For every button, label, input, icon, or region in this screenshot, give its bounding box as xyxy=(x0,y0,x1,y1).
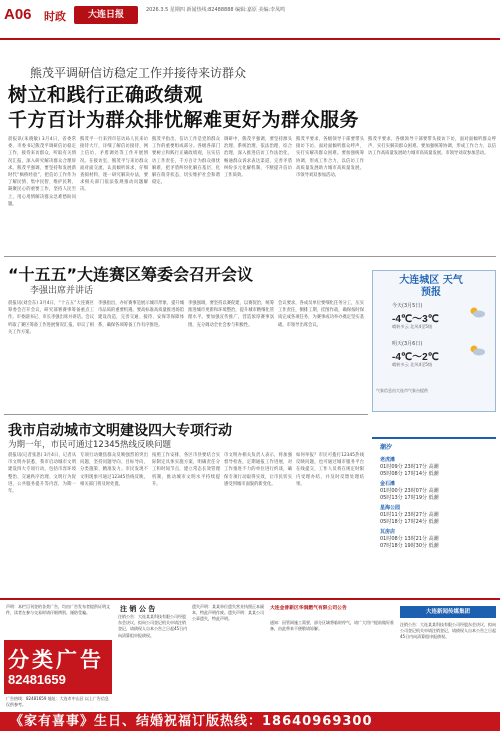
lead-title-line2: 千方百计为群众排忧解难更好为群众服务 xyxy=(8,109,360,131)
tide-row: 01时11分 23时27分 高潮 xyxy=(380,512,439,518)
media-group-ads: 注销公告：大连某某科技有限公司经股东会决议，拟向公司登记机关申请注销登记，请债权人自本公告之日起45日内向清算组申报债权。 xyxy=(400,622,496,640)
weather-footer: 气象信息由大连市气象台提供 xyxy=(376,388,428,393)
bottom-banner: 《家有喜事》生日、结婚祝福订版热线：18640969300 xyxy=(0,712,500,731)
lead-column-6: 熊茂平要求，各级领导干部要带头接访下访，面对面倾听群众呼声，实打实解决群众困难。要加强统筹协调，形成工作合力，以信访工作高质量发展助力城市高质量发展。市领导刘双参加活动。 xyxy=(368,137,496,157)
section-divider xyxy=(4,414,368,415)
classified-ads-title: 分类广告 xyxy=(8,648,104,672)
second-title: “十五五”大连赛区筹委会召开会议 xyxy=(8,265,254,284)
second-column-3: 李强强调，要坚持以赛促建、以赛促治，统筹推进城市更新和环境整治，提升城市精细化管理水平。要加强宣传推广，营造浓厚赛事氛围，充分调动全社会参与积极性。 xyxy=(188,301,274,328)
gas-company-notice-heading: 大连金普新区华润燃气有限公司公告 xyxy=(270,606,347,611)
third-column-5: 如何举报？市民可拨打12345热线反映问题，也可通过城市服务平台在线提交，工作人员将在规定时限内受理办结，并及时反馈处理结果。 xyxy=(296,453,364,487)
tide-row: 05时18分 17时24分 低潮 xyxy=(380,519,439,525)
tide-place: 老虎滩 xyxy=(380,457,396,463)
second-deck: 李强出席并讲话 xyxy=(30,286,94,296)
lead-column-1: 晨报讯(朱晓敏) 3月4日，省委常委、市委书记熊茂平调研信访稳定工作，接待来访群众，听取有关情况汇报，深入研究解决群众合理诉求。熊茂平强调，要坚持和发展新时代“枫桥经验”，把信访工作作为了解民情、集中民智、维护民利、凝聚民心的重要工作，坚持人民至上，用心用情解决群众急难愁盼问题。 xyxy=(8,137,76,207)
ads-disclaimer: 声明：本栏目刊登的各类广告，均由广告发布者提供证明文件，读者在参与交易时请仔细辨别，谨防受骗。 xyxy=(6,604,110,616)
weather-tomorrow-label: 明天(3月6日) xyxy=(392,341,423,347)
section-divider xyxy=(4,256,496,257)
third-column-4: 市文明办相关负责人表示，将加强督导检查，定期通报工作进展，对工作推进不力的单位进行约谈，确保专项行动取得实效，让市民切实感受到城市面貌的新变化。 xyxy=(224,453,292,487)
gas-company-notice-body: 通知：因管网施工需要，部分区域将临时停气，请广大用户提前做好准备，由此带来不便敬请谅解。 xyxy=(270,620,394,632)
tide-row: 01时08分 13时21分 高潮 xyxy=(380,536,439,542)
tide-label: 潮汐 xyxy=(380,444,393,451)
second-column-4: 会议要求，各成员单位要细化任务分工，压实工作责任，倒排工期、挂图作战，确保按时保质完成各项任务，为赛事成功举办奠定坚实基础。市领导出席会议。 xyxy=(278,301,364,328)
second-column-2: 李强指出，办好赛事是展示城市形象、提升城市品质的重要机遇。要高标准高质量推进场馆建设改造，完善交通、接待、安保等保障体系，确保各项筹备工作有序推进。 xyxy=(98,301,184,328)
tide-row: 05时13分 17时19分 低潮 xyxy=(380,495,439,501)
sun-cloud-icon xyxy=(468,344,486,356)
tide-place: 瓦房店 xyxy=(380,529,396,535)
weather-title: 大连城区 天气预报 xyxy=(399,275,463,298)
third-column-2: 专项行动聚焦群众反映强烈的突出问题，坚持问题导向、目标导向，分类施策、精准发力。市民发现不文明现象可通过12345热线反映，相关部门将及时处置。 xyxy=(80,453,148,487)
weather-tomorrow-temp: -4℃～2℃ xyxy=(392,352,439,363)
second-column-1: 晨报讯(刘会东) 3月4日，“十五五”大连赛区筹委会召开会议，研究部署赛事筹备重点工作。市委副书记、市长李强出席并讲话。会议听取了赛区筹备工作进展情况汇报，审议了相关工作方案。 xyxy=(8,301,94,335)
weather-today-label: 今天(3月5日) xyxy=(392,303,423,309)
ads-contact: 广告热线：82481659 地址：大连市中山区 以上广告信息仅供参考。 xyxy=(6,696,109,708)
newspaper-logo: 大连日报 xyxy=(74,6,138,24)
lead-column-5: 熊茂平要求，各级领导干部要带头接访下访，面对面倾听群众呼声，实打实解决群众困难。要加强统筹协调，形成工作合力，以信访工作高质量发展助力城市高质量发展。市领导刘双参加活动。 xyxy=(296,137,364,179)
third-column-3: 按照工作安排，各区市县要结合实际制定具体实施方案，明确责任分工和时间节点，建立常态长效管理机制，推动城市文明水平持续提升。 xyxy=(152,453,220,487)
media-group-band: 大连新闻传媒集团 xyxy=(400,606,496,618)
page-number: A06 xyxy=(4,6,32,23)
lead-column-4: 调研中，熊茂平强调，要坚持源头治理、系统治理、依法治理、综合治理，深入推进信访工作法治化，畅通群众诉求表达渠道，完善矛盾纠纷多元化解机制，不断提升信访工作质效。 xyxy=(224,137,292,179)
masthead xyxy=(0,0,500,40)
tide-place: 金石滩 xyxy=(380,481,396,487)
tide-place: 星海公园 xyxy=(380,505,401,511)
lead-title-line1: 树立和践行正确政绩观 xyxy=(8,84,204,106)
sun-cloud-icon xyxy=(468,306,486,318)
third-column-1: 晨报讯(记者张思) 3月4日，记者从市文明办获悉，我市启动城市文明建设四大专项行动，包括市容环境整治、交通秩序治理、文明行为促进、公共服务提升等内容，为期一年。 xyxy=(8,453,76,495)
notice-column-1: 注销公告：大连某某科技有限公司经股东会决议，拟向公司登记机关申请注销登记，请债权人自本公告之日起45日内向清算组申报债权。 xyxy=(118,614,188,638)
notice-column-2: 遗失声明：某某单位遗失营业执照正本副本，特此声明作废。遗失声明：某某公司公章遗失，特此声明。 xyxy=(192,604,264,622)
weather-today-temp: -4℃～3℃ xyxy=(392,314,439,325)
lead-column-2: 熊茂平一行来到市信访局人民来访接待大厅，详细了解信访接待、网上信访、矛盾调处等工作开展情况。在接访室，熊茂平与来访群众面对面交流，认真倾听诉求，仔细查阅材料，逐一研究解决办法，要求相关部门依法依规推动问题解决。 xyxy=(80,137,148,193)
notice-heading: 注 销 公 告 xyxy=(120,605,156,613)
weather-tomorrow-desc: 晴转多云 北风4至5级 xyxy=(392,362,433,367)
tide-row: 07时18分 19时30分 低潮 xyxy=(380,543,439,549)
classified-ads-phone: 82481659 xyxy=(8,672,66,687)
weather-today-desc: 晴转多云 北风4至5级 xyxy=(392,324,433,329)
third-deck: 为期一年，市民可通过12345热线反映问题 xyxy=(8,440,172,450)
lead-column-3: 熊茂平指出，信访工作是党的群众工作的重要组成部分。各级各部门要树立和践行正确政绩观，压实信访工作责任，千方百计为群众排忧解难，把矛盾纠纷化解在基层、化解在萌芽状态，切实维护社会和谐稳定。 xyxy=(152,137,220,186)
third-title: 我市启动城市文明建设四大专项行动 xyxy=(8,423,232,439)
tide-row: 05时08分 17时14分 低潮 xyxy=(380,471,439,477)
section-name: 时政 xyxy=(44,10,66,23)
tide-row: 01时09分 23时17分 高潮 xyxy=(380,464,439,470)
masthead-meta: 2026.3.5 星期四 新闻热线:82488888 编辑:嘉原 美编:李凤鸣 xyxy=(146,7,286,13)
lead-pre-title: 熊茂平调研信访稳定工作并接待来访群众 xyxy=(30,66,247,80)
tide-row: 01时00分 23时07分 高潮 xyxy=(380,488,439,494)
